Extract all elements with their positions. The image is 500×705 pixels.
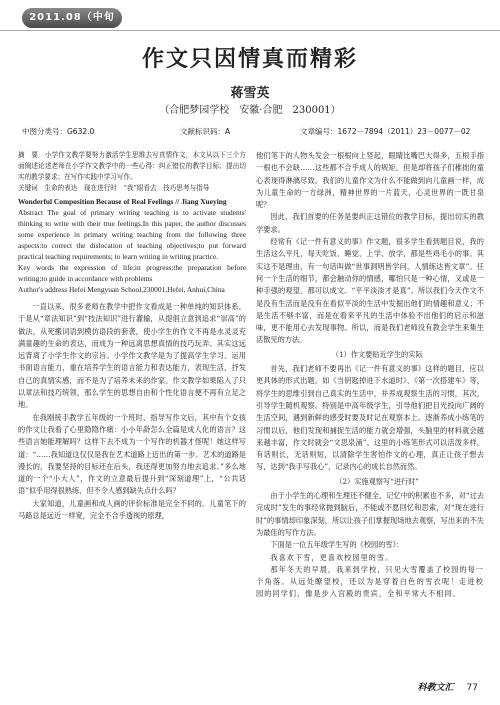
page-footer [418, 680, 478, 693]
abstract-cn: 摘 要 小学作文教学要努力激活学生思维去写真情作文，本文从以下三个方面阐述论述老师在小学作文教学中的一些心得：纠正错位的教学目标；提出切实的教学要求；在写作实践中学习写作。 [18, 151, 246, 181]
author-address: Author's address Hefei Mengyuan School,230001,Hefei, Anhui,China [18, 285, 225, 294]
left-column [18, 150, 246, 522]
body-paragraph: 下面是一位五年级学生写的《校园的雪》： [270, 540, 404, 550]
body-paragraph: 因此，我们首要的任务是要纠正这错位的教学目标，提出切实的教学要求。 [256, 212, 484, 234]
english-abstract: Abstract The goal of primary writing teaching is to activate students' thinking to write with their true feelings.In this paper, the author discusses some experience in primary writing teaching from the following three aspects:to correct the dislocation of teaching objectives;to put forward practical teaching requirements; to learn writing in writing practice. [18, 208, 246, 261]
body-paragraph: 首先，我们老师不要再出《记一件有意义的事》这样的题目，应以更具体的形式出题。如《当钥匙掉进下水道时》、《第一次搭建车》等，将学生的思维引到自己真实的生活中，并养成观察生活的习惯，其次，引导学生随机观察。特别是中高年级学生，引导他们把目光投向广阔的生活空间，遇到新鲜的感受时要及时记在观察本上。逐渐养成小练笔的习惯以后，他们发现和捕捉生活的能力就会增强，头脑里的材料就会越来越丰富，作文时就会“文思泉涌”。这里的小练笔形式可以活泼多样，有话则长，无话则短，以清除学生害怕作文的心理，真正让孩子想去写，达到“我手写我心”，记录内心的成长自然而然。 [256, 364, 484, 472]
journal-name: 科教文汇 [417, 683, 454, 693]
issue-badge: 2011.08（中旬刊） [22, 8, 122, 28]
author-name: 蒋雪英 [230, 86, 270, 101]
clc-number: 中图分类号：G632.0 [22, 127, 95, 136]
page-number: 77 [466, 683, 478, 693]
body-paragraph: 大家知道，儿童画和成人画的评价标准是完全不同的。儿童笔下的马路总是远近一样宽，完全不合乎透视的原理， [18, 498, 246, 521]
body-paragraph: 经常有《记一件有意义的事》作文题，很多学生看到题目说，我的生活这么平凡，每天吃饭、睡觉、上学、放学，都是些鸡毛小的事。其实这不是理由，有一句话叫做“世事洞明皆学问，人情练达皆文章”。任何一个生活的细节，都会触动你的情感，哪怕只是一种心情，又或是一种手强的观望，都可以成文。“平平淡淡才是真”。所以我们今天作文不是没有生活而是没有在看似平淡的生活中发掘出他们的情趣和意义；不是生活不够丰富，而是在看来平凡的生活中体验不出他们的启示和滋味，更不能用心去发现事物。所以，而是我们老师没有教会学生来集生活散见的方法。 [256, 237, 484, 345]
english-keywords: Key words the expression of life;in progress;the preparation before writing;to guide in accordance with problems [18, 263, 246, 283]
english-title: Wonderful Composition Because of Real Feelings // Jiang Xueying [18, 197, 227, 206]
body-paragraph: 在我刚接手教学五年级的一个班时，指导写作文后，其中有个女孩的作文让我看了心里隐隐作痛：小小年龄怎么全篇是成人化的语言？这些语言她能理解吗？这样下去不成为一个写作的机器才怪呢！她这样写道：“……我知道这仅仅是我在艺术道路上迈出的第一步。艺术的道路是漫长的，我要坚持的目标还在后头，我还得更加努力地去追求。”多么地道的一个“小大人”，作文的立意最后提升到“深刻道理”上，“公共话语”似乎用得很熟练，但不令人感到缺失点什么吗？ [18, 412, 246, 496]
quoted-text: 那年冬天的早晨，我来到学校，只见大雪覆盖了校园的每一个角落。从远处瞭望校，还以为是穿着白色的雪衣呢！走进校园的同学们，像是步入宫殿的贵宾，全和平常大不相同。 [256, 564, 484, 599]
header-divider [0, 30, 500, 31]
article-number: 文章编号：1672－7894（2011）23－0077－02 [300, 127, 471, 136]
right-column [256, 150, 484, 601]
quoted-text: 我喜欢下雪，更喜欢校园里的雪。 [270, 552, 394, 562]
body-paragraph: 他们笔下的人物头发会一根根向上竖起，眼睛比嘴巴大得多，五根手指一根也不会缺……这些都不合乎成人的规矩，但是却将孩子们稚拙的童心表现得淋漓尽致。我们的儿童作文为什么不能做到向儿童画一样，成为儿童生命的一方绿洲，精神世界的一片蓝天，心灵世界的一既甘泉呢？ [256, 151, 484, 210]
body-paragraph: 由于小学生的心理和生理还不健全，记忆中的积累也不多，对“过去完成时”发生的事经常抛到脑后，不能或不愿回忆和思索，对“现在进行时”的事情却印象深刻，所以让孩子们掌握现场地去观察，写出来的不失为最佳的写作方法。 [256, 491, 484, 537]
section-heading: （1）作文要贴近学生的实际 [331, 349, 423, 359]
keywords-cn: 关键词 生命的表达 现在进行时 “我”眼看去 技巧思考与指导 [18, 184, 210, 192]
author-affiliation: （合肥梦园学校 安徽·合肥 230001） [159, 105, 341, 116]
document-code: 文献标识码：A [180, 127, 231, 136]
body-paragraph: 一直以来，很多老师在教学中把作文看成是一种单纯的知识体系，于是从“章法知识”到“技法知识”进行灌输，从提倡立意到追求“崇高”的做法，从死搬词语到模仿语段的套袭，使小学生的作文不再是水灵灵充满童趣的生命的表达，而成为一种远离思想真情的技巧玩弄。其实这远远背离了小学生作文的宗旨。小学作文教学是为了提高学生学习、运用书面语言能力，重在培养学生的语言能力和表达能力，表现生活，抒发自己的真情实感，而不是为了培养未来的作家。作文教学如果陷入了只以章法和技巧统领，那么学生的思想自由和个性化语言便不再有立足之地。 [18, 302, 246, 410]
article-title: 作文只因情真而精彩 [141, 47, 358, 72]
header-band [0, 0, 500, 43]
section-heading: （2）实施观察写“进行时” [335, 476, 420, 486]
